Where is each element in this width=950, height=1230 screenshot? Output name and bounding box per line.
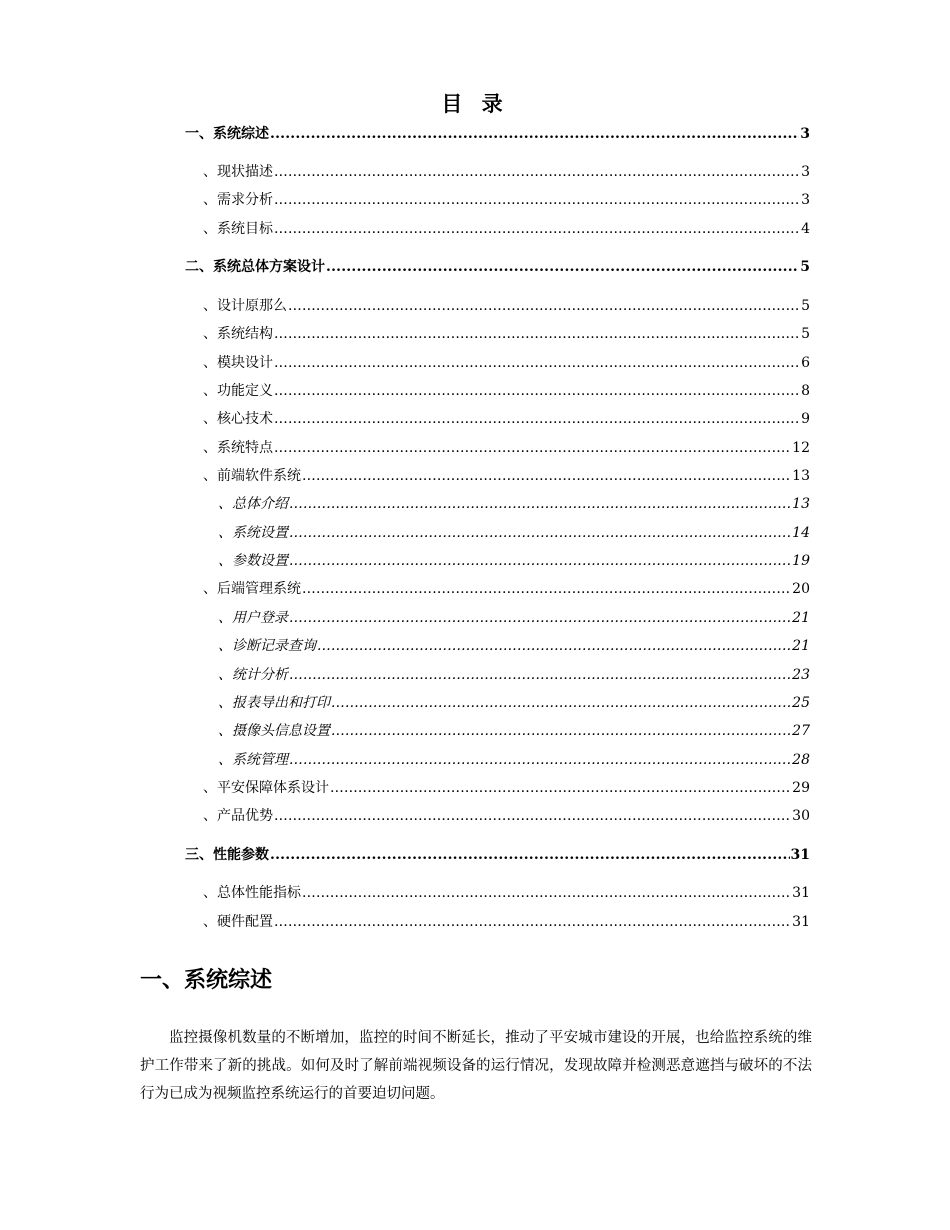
toc-entry-19[interactable] <box>218 666 810 684</box>
section-heading: 一、系统综述 <box>140 968 273 993</box>
toc-label: 、统计分析 <box>218 667 288 683</box>
toc-entry-23[interactable] <box>203 779 810 797</box>
toc-label: 、前端软件系统 <box>203 468 301 484</box>
toc-entry-2[interactable] <box>203 163 810 181</box>
toc-label: 、现状描述 <box>203 164 273 180</box>
toc-label: 、报表导出和打印 <box>218 695 330 711</box>
toc-page: 29 <box>792 780 810 796</box>
toc-page: 21 <box>792 610 810 626</box>
toc-entry-26[interactable] <box>203 884 810 902</box>
toc-entry-12[interactable] <box>203 467 810 485</box>
toc-page: 14 <box>792 525 810 541</box>
toc-leader <box>289 666 791 684</box>
toc-label: 、系统结构 <box>203 326 273 342</box>
toc-entry-6[interactable] <box>203 297 810 315</box>
toc-label: 二、系统总体方案设计 <box>185 259 325 275</box>
toc-entry-22[interactable] <box>218 751 810 769</box>
toc-entry-3[interactable] <box>203 191 810 209</box>
toc-label: 、总体性能指标 <box>203 885 301 901</box>
toc-entry-8[interactable] <box>203 354 810 372</box>
toc-leader <box>289 552 791 570</box>
toc-leader <box>270 125 799 143</box>
toc-leader <box>274 354 800 372</box>
toc-page: 3 <box>800 126 810 142</box>
toc-label: 、总体介绍 <box>218 496 288 512</box>
toc-entry-25[interactable] <box>185 846 810 864</box>
toc-page: 3 <box>801 164 810 180</box>
toc-leader <box>274 191 800 209</box>
toc-leader <box>274 913 791 931</box>
toc-page: 30 <box>792 808 810 824</box>
toc-entry-27[interactable] <box>203 913 810 931</box>
toc-label: 、设计原那么 <box>203 298 287 314</box>
toc-page: 31 <box>790 847 810 863</box>
toc-entry-1[interactable] <box>185 125 810 143</box>
toc-label: 一、系统综述 <box>185 126 269 142</box>
toc-label: 、系统目标 <box>203 221 273 237</box>
toc-leader <box>326 258 799 276</box>
toc-label: 、参数设置 <box>218 553 288 569</box>
toc-page: 20 <box>792 581 810 597</box>
toc-page: 13 <box>792 496 810 512</box>
toc-page: 13 <box>792 468 810 484</box>
toc-leader <box>274 382 800 400</box>
toc-leader <box>330 779 791 797</box>
toc-page: 3 <box>801 192 810 208</box>
toc-entry-15[interactable] <box>218 552 810 570</box>
toc-label: 、后端管理系统 <box>203 581 301 597</box>
toc-page: 25 <box>792 695 810 711</box>
body-paragraph: 监控摄像机数量的不断增加，监控的时间不断延长，推动了平安城市建设的开展，也给监控系统的维护工作带来了新的挑战。如何及时了解前端视频设备的运行情况，发现故障并检测恶意遮挡与破坏的不法行为已成为视频监控系统运行的首要迫切问题。 <box>140 1030 812 1102</box>
toc-label: 、硬件配置 <box>203 914 273 930</box>
toc-page: 8 <box>801 383 810 399</box>
toc-leader <box>274 410 800 428</box>
toc-page: 21 <box>792 638 810 654</box>
toc-page: 4 <box>801 221 810 237</box>
toc-entry-11[interactable] <box>203 439 810 457</box>
toc-label: 、用户登录 <box>218 610 288 626</box>
toc-entry-21[interactable] <box>218 722 810 740</box>
toc-label: 、功能定义 <box>203 383 273 399</box>
toc-leader <box>270 846 790 864</box>
toc-page: 6 <box>801 355 810 371</box>
toc-leader <box>331 722 791 740</box>
toc-entry-18[interactable] <box>218 637 810 655</box>
toc-entry-9[interactable] <box>203 382 810 400</box>
toc-entry-17[interactable] <box>218 609 810 627</box>
toc-leader <box>289 495 791 513</box>
toc-page: 23 <box>792 667 810 683</box>
toc-leader <box>289 609 791 627</box>
toc-entry-10[interactable] <box>203 410 810 428</box>
toc-entry-20[interactable] <box>218 694 810 712</box>
toc-page: 5 <box>801 326 810 342</box>
toc-label: 、摄像头信息设置 <box>218 723 330 739</box>
toc-leader <box>289 524 791 542</box>
toc-entry-24[interactable] <box>203 807 810 825</box>
toc-leader <box>274 163 800 181</box>
toc-leader <box>288 297 800 315</box>
toc-entry-13[interactable] <box>218 495 810 513</box>
toc-leader <box>274 807 791 825</box>
toc-entry-5[interactable] <box>185 258 810 276</box>
toc-label: 、模块设计 <box>203 355 273 371</box>
toc-page: 28 <box>792 752 810 768</box>
toc-label: 、平安保障体系设计 <box>203 780 329 796</box>
toc-page: 12 <box>792 440 810 456</box>
toc-leader <box>274 220 800 238</box>
toc-page: 31 <box>792 885 810 901</box>
toc-leader <box>302 467 791 485</box>
toc-label: 、系统特点 <box>203 440 273 456</box>
toc-entry-16[interactable] <box>203 580 810 598</box>
toc-label: 、产品优势 <box>203 808 273 824</box>
toc-page: 9 <box>801 411 810 427</box>
toc-page: 5 <box>800 259 810 275</box>
toc-label: 、核心技术 <box>203 411 273 427</box>
toc-page: 5 <box>801 298 810 314</box>
toc-label: 、系统设置 <box>218 525 288 541</box>
toc-label: 、系统管理 <box>218 752 288 768</box>
toc-leader <box>302 884 791 902</box>
toc-leader <box>302 580 791 598</box>
toc-leader <box>331 694 791 712</box>
toc-leader <box>274 325 800 343</box>
toc-entry-7[interactable] <box>203 325 810 343</box>
toc-entry-14[interactable] <box>218 524 810 542</box>
toc-label: 、需求分析 <box>203 192 273 208</box>
toc-page: 27 <box>792 723 810 739</box>
toc-leader <box>317 637 791 655</box>
toc-label: 三、性能参数 <box>185 847 269 863</box>
toc-title: 目 录 <box>441 91 509 116</box>
toc-entry-4[interactable] <box>203 220 810 238</box>
toc-page: 31 <box>792 914 810 930</box>
toc-page: 19 <box>792 553 810 569</box>
toc-leader <box>274 439 791 457</box>
toc-leader <box>289 751 791 769</box>
toc-label: 、诊断记录查询 <box>218 638 316 654</box>
